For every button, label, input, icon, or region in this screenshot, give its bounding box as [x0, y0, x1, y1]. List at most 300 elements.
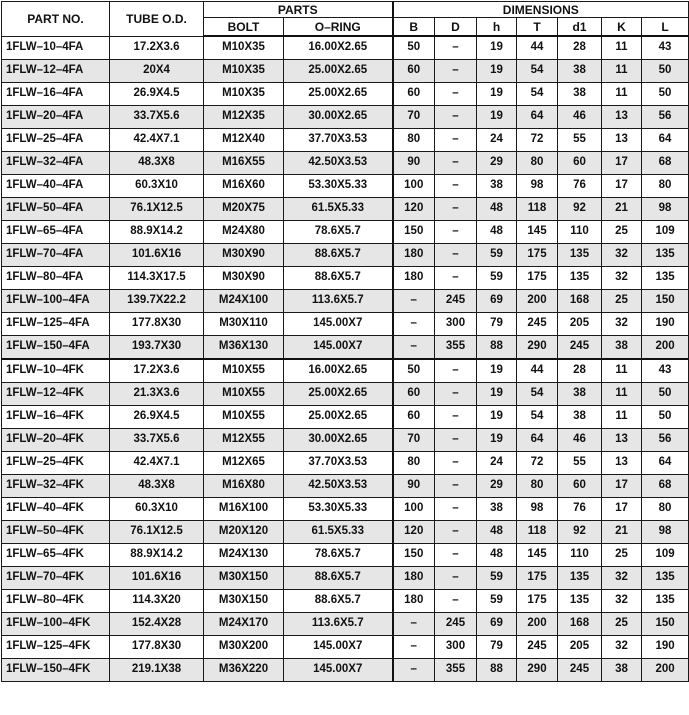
cell-dim-d1: 245 — [558, 336, 602, 360]
cell-dim-k: 38 — [602, 659, 642, 682]
cell-dim-b: 100 — [393, 175, 435, 198]
cell-dim-l: 200 — [642, 336, 689, 360]
cell-tube-od: 48.3X8 — [110, 475, 204, 498]
cell-bolt: M12X55 — [204, 429, 284, 452]
cell-oring: 78.6X5.7 — [284, 221, 393, 244]
cell-dim-h: 59 — [477, 590, 517, 613]
cell-dim-d: – — [435, 106, 477, 129]
cell-dim-l: 135 — [642, 267, 689, 290]
cell-dim-d: – — [435, 521, 477, 544]
cell-oring: 37.70X3.53 — [284, 129, 393, 152]
cell-oring: 37.70X3.53 — [284, 452, 393, 475]
cell-tube-od: 42.4X7.1 — [110, 452, 204, 475]
header-dim-l: L — [642, 18, 689, 37]
cell-oring: 145.00X7 — [284, 636, 393, 659]
cell-dim-t: 54 — [517, 83, 558, 106]
cell-bolt: M36X130 — [204, 336, 284, 360]
cell-bolt: M12X65 — [204, 452, 284, 475]
cell-oring: 42.50X3.53 — [284, 152, 393, 175]
header-dim-d: D — [435, 18, 477, 37]
cell-dim-d1: 55 — [558, 129, 602, 152]
cell-dim-l: 50 — [642, 383, 689, 406]
cell-dim-d: – — [435, 406, 477, 429]
cell-bolt: M16X60 — [204, 175, 284, 198]
cell-bolt: M16X80 — [204, 475, 284, 498]
cell-dim-d: – — [435, 198, 477, 221]
cell-dim-l: 109 — [642, 544, 689, 567]
cell-dim-k: 11 — [602, 83, 642, 106]
cell-oring: 25.00X2.65 — [284, 83, 393, 106]
table-row — [2, 290, 689, 313]
header-oring: O–RING — [284, 18, 393, 37]
cell-bolt: M16X100 — [204, 498, 284, 521]
cell-dim-l: 68 — [642, 152, 689, 175]
cell-dim-d: – — [435, 175, 477, 198]
cell-dim-b: 180 — [393, 567, 435, 590]
cell-dim-k: 25 — [602, 290, 642, 313]
cell-dim-b: 60 — [393, 406, 435, 429]
cell-bolt: M10X55 — [204, 359, 284, 383]
cell-oring: 61.5X5.33 — [284, 521, 393, 544]
cell-dim-h: 59 — [477, 567, 517, 590]
cell-dim-l: 50 — [642, 406, 689, 429]
cell-bolt: M36X220 — [204, 659, 284, 682]
cell-tube-od: 193.7X30 — [110, 336, 204, 360]
table-row — [2, 244, 689, 267]
table-body — [2, 36, 689, 682]
cell-dim-t: 145 — [517, 544, 558, 567]
cell-dim-h: 69 — [477, 290, 517, 313]
cell-dim-k: 25 — [602, 544, 642, 567]
cell-part-no: 1FLW–16–4FK — [2, 406, 110, 429]
cell-dim-t: 72 — [517, 452, 558, 475]
cell-dim-d: 355 — [435, 336, 477, 360]
cell-dim-d: 245 — [435, 290, 477, 313]
cell-tube-od: 101.6X16 — [110, 244, 204, 267]
cell-dim-t: 98 — [517, 175, 558, 198]
cell-dim-k: 13 — [602, 452, 642, 475]
cell-dim-d1: 135 — [558, 567, 602, 590]
cell-bolt: M30X110 — [204, 313, 284, 336]
cell-dim-h: 24 — [477, 129, 517, 152]
table-row — [2, 383, 689, 406]
cell-dim-d1: 245 — [558, 659, 602, 682]
cell-dim-k: 21 — [602, 198, 642, 221]
cell-bolt: M24X80 — [204, 221, 284, 244]
cell-dim-h: 19 — [477, 359, 517, 383]
cell-dim-b: 50 — [393, 359, 435, 383]
cell-oring: 88.6X5.7 — [284, 267, 393, 290]
cell-dim-t: 175 — [517, 567, 558, 590]
cell-dim-d1: 110 — [558, 221, 602, 244]
cell-dim-l: 64 — [642, 129, 689, 152]
cell-dim-k: 13 — [602, 106, 642, 129]
header-parts: PARTS — [204, 2, 393, 18]
cell-tube-od: 26.9X4.5 — [110, 83, 204, 106]
cell-dim-l: 200 — [642, 659, 689, 682]
cell-dim-b: – — [393, 313, 435, 336]
cell-dim-l: 80 — [642, 498, 689, 521]
cell-dim-b: 70 — [393, 106, 435, 129]
cell-part-no: 1FLW–50–4FK — [2, 521, 110, 544]
cell-dim-h: 48 — [477, 521, 517, 544]
cell-dim-d1: 38 — [558, 383, 602, 406]
cell-dim-l: 50 — [642, 83, 689, 106]
cell-part-no: 1FLW–150–4FK — [2, 659, 110, 682]
cell-oring: 30.00X2.65 — [284, 106, 393, 129]
cell-bolt: M10X35 — [204, 60, 284, 83]
cell-tube-od: 17.2X3.6 — [110, 36, 204, 60]
cell-dim-h: 19 — [477, 106, 517, 129]
cell-dim-d: – — [435, 359, 477, 383]
cell-part-no: 1FLW–25–4FK — [2, 452, 110, 475]
cell-bolt: M30X90 — [204, 244, 284, 267]
cell-dim-l: 56 — [642, 106, 689, 129]
cell-dim-b: 90 — [393, 475, 435, 498]
cell-dim-h: 38 — [477, 498, 517, 521]
cell-dim-d1: 38 — [558, 83, 602, 106]
table-row — [2, 313, 689, 336]
cell-bolt: M20X75 — [204, 198, 284, 221]
header-dim-k: K — [602, 18, 642, 37]
cell-dim-b: – — [393, 336, 435, 360]
cell-bolt: M24X130 — [204, 544, 284, 567]
cell-dim-d: – — [435, 36, 477, 60]
cell-oring: 78.6X5.7 — [284, 544, 393, 567]
cell-dim-t: 118 — [517, 198, 558, 221]
cell-dim-b: 150 — [393, 544, 435, 567]
table-row — [2, 659, 689, 682]
cell-oring: 145.00X7 — [284, 336, 393, 360]
cell-dim-k: 11 — [602, 359, 642, 383]
cell-dim-k: 11 — [602, 60, 642, 83]
cell-dim-d1: 28 — [558, 36, 602, 60]
cell-dim-l: 190 — [642, 313, 689, 336]
cell-dim-d1: 76 — [558, 175, 602, 198]
cell-dim-h: 88 — [477, 659, 517, 682]
cell-part-no: 1FLW–65–4FA — [2, 221, 110, 244]
cell-part-no: 1FLW–80–4FK — [2, 590, 110, 613]
cell-tube-od: 114.3X17.5 — [110, 267, 204, 290]
flange-spec-table — [1, 1, 689, 682]
cell-part-no: 1FLW–10–4FK — [2, 359, 110, 383]
cell-dim-t: 290 — [517, 336, 558, 360]
table-row — [2, 267, 689, 290]
table-row — [2, 106, 689, 129]
cell-dim-d: – — [435, 267, 477, 290]
cell-dim-t: 64 — [517, 429, 558, 452]
cell-dim-d: 355 — [435, 659, 477, 682]
table-row — [2, 198, 689, 221]
cell-dim-b: 150 — [393, 221, 435, 244]
cell-part-no: 1FLW–100–4FA — [2, 290, 110, 313]
cell-dim-d: – — [435, 129, 477, 152]
cell-part-no: 1FLW–10–4FA — [2, 36, 110, 60]
cell-part-no: 1FLW–125–4FA — [2, 313, 110, 336]
cell-dim-d: – — [435, 475, 477, 498]
cell-dim-h: 48 — [477, 198, 517, 221]
cell-tube-od: 101.6X16 — [110, 567, 204, 590]
cell-dim-h: 19 — [477, 429, 517, 452]
table-row — [2, 129, 689, 152]
cell-dim-h: 29 — [477, 475, 517, 498]
cell-dim-d: 245 — [435, 613, 477, 636]
table-row — [2, 475, 689, 498]
cell-part-no: 1FLW–50–4FA — [2, 198, 110, 221]
cell-tube-od: 219.1X38 — [110, 659, 204, 682]
cell-dim-k: 21 — [602, 521, 642, 544]
cell-bolt: M12X35 — [204, 106, 284, 129]
cell-dim-h: 79 — [477, 313, 517, 336]
cell-dim-d1: 60 — [558, 152, 602, 175]
table-row — [2, 613, 689, 636]
cell-dim-h: 38 — [477, 175, 517, 198]
cell-tube-od: 177.8X30 — [110, 636, 204, 659]
cell-dim-h: 59 — [477, 267, 517, 290]
cell-dim-l: 150 — [642, 290, 689, 313]
header-bolt: BOLT — [204, 18, 284, 37]
cell-dim-t: 44 — [517, 359, 558, 383]
cell-dim-h: 19 — [477, 383, 517, 406]
cell-dim-k: 25 — [602, 221, 642, 244]
cell-dim-l: 109 — [642, 221, 689, 244]
table-row — [2, 567, 689, 590]
cell-bolt: M12X40 — [204, 129, 284, 152]
cell-dim-k: 32 — [602, 313, 642, 336]
table-row — [2, 452, 689, 475]
cell-tube-od: 60.3X10 — [110, 498, 204, 521]
cell-dim-d: – — [435, 60, 477, 83]
cell-dim-b: 50 — [393, 36, 435, 60]
cell-dim-t: 54 — [517, 60, 558, 83]
cell-tube-od: 114.3X20 — [110, 590, 204, 613]
cell-dim-b: – — [393, 290, 435, 313]
header-dim-t: T — [517, 18, 558, 37]
cell-dim-b: 70 — [393, 429, 435, 452]
cell-dim-k: 13 — [602, 429, 642, 452]
cell-dim-k: 32 — [602, 590, 642, 613]
cell-oring: 113.6X5.7 — [284, 613, 393, 636]
table-row — [2, 221, 689, 244]
cell-dim-l: 43 — [642, 36, 689, 60]
cell-dim-l: 43 — [642, 359, 689, 383]
cell-bolt: M10X35 — [204, 36, 284, 60]
cell-dim-h: 88 — [477, 336, 517, 360]
cell-dim-t: 175 — [517, 267, 558, 290]
table-row — [2, 60, 689, 83]
table-row — [2, 521, 689, 544]
cell-dim-l: 190 — [642, 636, 689, 659]
cell-dim-t: 64 — [517, 106, 558, 129]
cell-dim-d: 300 — [435, 313, 477, 336]
cell-oring: 25.00X2.65 — [284, 406, 393, 429]
cell-bolt: M20X120 — [204, 521, 284, 544]
table-row — [2, 590, 689, 613]
cell-dim-t: 118 — [517, 521, 558, 544]
cell-oring: 25.00X2.65 — [284, 60, 393, 83]
cell-dim-t: 80 — [517, 475, 558, 498]
cell-dim-l: 135 — [642, 567, 689, 590]
cell-bolt: M30X150 — [204, 567, 284, 590]
cell-dim-d1: 46 — [558, 106, 602, 129]
cell-part-no: 1FLW–40–4FA — [2, 175, 110, 198]
cell-oring: 30.00X2.65 — [284, 429, 393, 452]
cell-tube-od: 26.9X4.5 — [110, 406, 204, 429]
table-row — [2, 498, 689, 521]
cell-bolt: M16X55 — [204, 152, 284, 175]
cell-dim-h: 48 — [477, 544, 517, 567]
cell-dim-k: 17 — [602, 152, 642, 175]
header-dim-b: B — [393, 18, 435, 37]
cell-tube-od: 76.1X12.5 — [110, 198, 204, 221]
cell-dim-b: 180 — [393, 267, 435, 290]
header-tube-od: TUBE O.D. — [110, 2, 204, 37]
cell-dim-d: – — [435, 221, 477, 244]
cell-bolt: M10X55 — [204, 383, 284, 406]
cell-part-no: 1FLW–150–4FA — [2, 336, 110, 360]
cell-part-no: 1FLW–20–4FK — [2, 429, 110, 452]
cell-dim-t: 72 — [517, 129, 558, 152]
table-row — [2, 406, 689, 429]
cell-dim-l: 98 — [642, 521, 689, 544]
cell-dim-b: 60 — [393, 383, 435, 406]
cell-tube-od: 42.4X7.1 — [110, 129, 204, 152]
cell-part-no: 1FLW–80–4FA — [2, 267, 110, 290]
cell-part-no: 1FLW–32–4FA — [2, 152, 110, 175]
header-dim-d1: d1 — [558, 18, 602, 37]
cell-part-no: 1FLW–12–4FA — [2, 60, 110, 83]
cell-dim-k: 32 — [602, 267, 642, 290]
cell-bolt: M30X90 — [204, 267, 284, 290]
cell-bolt: M24X100 — [204, 290, 284, 313]
cell-dim-h: 29 — [477, 152, 517, 175]
cell-dim-b: – — [393, 636, 435, 659]
cell-oring: 53.30X5.33 — [284, 175, 393, 198]
cell-part-no: 1FLW–70–4FK — [2, 567, 110, 590]
cell-dim-h: 59 — [477, 244, 517, 267]
cell-oring: 25.00X2.65 — [284, 383, 393, 406]
cell-part-no: 1FLW–25–4FA — [2, 129, 110, 152]
header-dim-h: h — [477, 18, 517, 37]
cell-dim-b: 120 — [393, 198, 435, 221]
cell-dim-d: – — [435, 544, 477, 567]
cell-dim-l: 135 — [642, 590, 689, 613]
cell-oring: 145.00X7 — [284, 313, 393, 336]
cell-dim-t: 175 — [517, 590, 558, 613]
cell-part-no: 1FLW–100–4FK — [2, 613, 110, 636]
cell-dim-k: 17 — [602, 475, 642, 498]
cell-dim-b: 180 — [393, 244, 435, 267]
cell-dim-l: 98 — [642, 198, 689, 221]
cell-dim-k: 38 — [602, 336, 642, 360]
cell-part-no: 1FLW–70–4FA — [2, 244, 110, 267]
cell-bolt: M30X200 — [204, 636, 284, 659]
cell-dim-l: 64 — [642, 452, 689, 475]
cell-dim-k: 32 — [602, 636, 642, 659]
cell-oring: 88.6X5.7 — [284, 590, 393, 613]
table-row — [2, 175, 689, 198]
cell-dim-t: 175 — [517, 244, 558, 267]
cell-part-no: 1FLW–125–4FK — [2, 636, 110, 659]
cell-dim-t: 290 — [517, 659, 558, 682]
cell-dim-b: 60 — [393, 83, 435, 106]
cell-part-no: 1FLW–65–4FK — [2, 544, 110, 567]
cell-dim-t: 80 — [517, 152, 558, 175]
table-row — [2, 83, 689, 106]
cell-dim-k: 13 — [602, 129, 642, 152]
cell-tube-od: 60.3X10 — [110, 175, 204, 198]
cell-dim-d: – — [435, 590, 477, 613]
cell-dim-d: – — [435, 498, 477, 521]
cell-tube-od: 88.9X14.2 — [110, 221, 204, 244]
cell-oring: 88.6X5.7 — [284, 244, 393, 267]
cell-dim-h: 79 — [477, 636, 517, 659]
header-dimensions: DIMENSIONS — [393, 2, 689, 18]
cell-dim-d: – — [435, 152, 477, 175]
cell-bolt: M10X55 — [204, 406, 284, 429]
cell-dim-h: 24 — [477, 452, 517, 475]
cell-dim-k: 32 — [602, 567, 642, 590]
cell-dim-b: 80 — [393, 129, 435, 152]
cell-dim-h: 19 — [477, 60, 517, 83]
cell-dim-d1: 135 — [558, 590, 602, 613]
cell-dim-d1: 168 — [558, 613, 602, 636]
cell-dim-d1: 110 — [558, 544, 602, 567]
cell-dim-l: 68 — [642, 475, 689, 498]
cell-dim-d1: 38 — [558, 60, 602, 83]
cell-dim-b: – — [393, 613, 435, 636]
cell-dim-t: 200 — [517, 613, 558, 636]
cell-dim-d: – — [435, 452, 477, 475]
cell-dim-k: 25 — [602, 613, 642, 636]
cell-dim-b: – — [393, 659, 435, 682]
cell-dim-d1: 38 — [558, 406, 602, 429]
cell-dim-k: 17 — [602, 175, 642, 198]
cell-tube-od: 17.2X3.6 — [110, 359, 204, 383]
cell-dim-d1: 168 — [558, 290, 602, 313]
cell-part-no: 1FLW–20–4FA — [2, 106, 110, 129]
cell-oring: 113.6X5.7 — [284, 290, 393, 313]
cell-dim-d1: 60 — [558, 475, 602, 498]
cell-dim-d: – — [435, 567, 477, 590]
cell-dim-d1: 76 — [558, 498, 602, 521]
cell-dim-t: 200 — [517, 290, 558, 313]
cell-dim-d1: 92 — [558, 521, 602, 544]
cell-dim-d1: 55 — [558, 452, 602, 475]
table-row — [2, 429, 689, 452]
cell-dim-h: 19 — [477, 406, 517, 429]
cell-dim-b: 90 — [393, 152, 435, 175]
cell-dim-k: 32 — [602, 244, 642, 267]
cell-dim-d1: 28 — [558, 359, 602, 383]
table-row — [2, 359, 689, 383]
cell-dim-d: – — [435, 429, 477, 452]
cell-dim-b: 60 — [393, 60, 435, 83]
cell-dim-k: 11 — [602, 383, 642, 406]
cell-dim-h: 48 — [477, 221, 517, 244]
cell-dim-b: 80 — [393, 452, 435, 475]
cell-dim-b: 180 — [393, 590, 435, 613]
table-row — [2, 336, 689, 360]
cell-bolt: M10X35 — [204, 83, 284, 106]
cell-dim-d: – — [435, 83, 477, 106]
cell-dim-l: 56 — [642, 429, 689, 452]
cell-part-no: 1FLW–32–4FK — [2, 475, 110, 498]
cell-dim-t: 54 — [517, 383, 558, 406]
cell-dim-h: 19 — [477, 36, 517, 60]
cell-dim-l: 50 — [642, 60, 689, 83]
cell-tube-od: 33.7X5.6 — [110, 106, 204, 129]
